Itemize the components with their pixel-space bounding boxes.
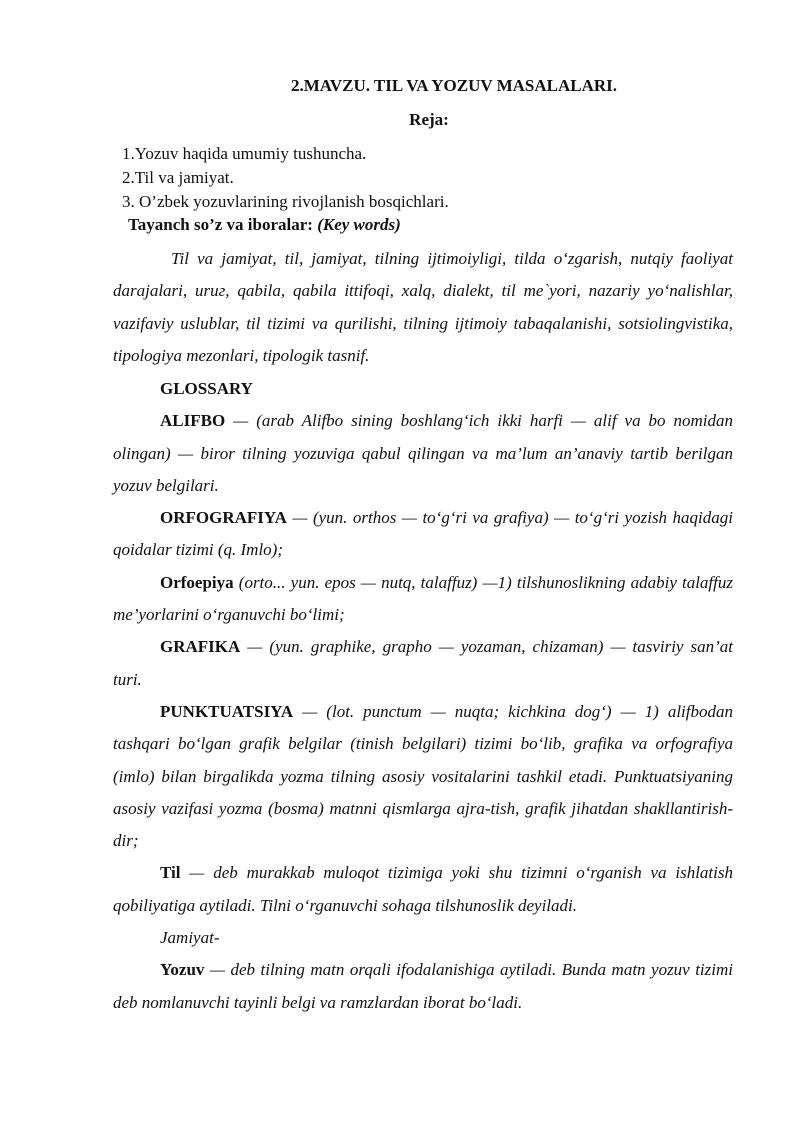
- glossary-definition: — (arab Alifbo sining boshlang‘ich ikki harfi — alif va bo nomidan olingan) — biror tilning yozuviga qabul qilingan va ma’lum an’anaviy tartib berilgan yozuv belgilari.: [113, 411, 733, 495]
- glossary-term: Yozuv: [160, 960, 205, 980]
- glossary-definition: (orto... yun. epos — nutq, talaffuz) —1) tilshunoslikning adabiy talaffuz me’yorlarini o‘rganuvchi bo‘limi;: [113, 572, 733, 625]
- glossary-section: [113, 373, 733, 1019]
- glossary-entry: [113, 631, 733, 696]
- glossary-entry: [113, 696, 733, 857]
- glossary-entry: [113, 954, 733, 1019]
- glossary-heading: GLOSSARY: [160, 379, 253, 398]
- glossary-entry: [113, 502, 733, 567]
- plan-item: 1.Yozuv haqida umumiy tushuncha.: [122, 144, 367, 163]
- glossary-definition: — (lot. punctum — nuqta; kichkina dog‘) — 1) alifbodan tashqari bo‘lgan grafik belgilar (tinish belgilari) tizimi bo‘lib, grafika va orfografiya (imlo) bilan birgalikda yozma tilning asosiy vositalarini tashkil etadi. Punktuatsiyaning asosiy vazifasi yozma (bosma) matnni qismlarga ajra-tish, grafik jihatdan shakllantirish-dir;: [113, 701, 733, 851]
- plan-heading: Reja:: [409, 110, 449, 129]
- keywords-text: Til va jamiyat, til, jamiyat, tilning ijtimoiyligi, tilda o‘zgarish, nutqiy faoliyat darajalari, uruг, qabila, qabila ittifoqi, xalq, dialekt, til me`yori, nazariy yo‘nalishlar, vazifaviy uslublar, til tizimi va qurilishi, tilning ijtimoiy tabaqalanishi, sotsiolingvistika, tipologiya mezonlari, tipologik tasnif.: [113, 249, 733, 365]
- keywords-label: Tayanch so’z va iboralar:: [128, 215, 313, 234]
- glossary-entry: [113, 922, 733, 954]
- glossary-entry: [113, 405, 733, 502]
- keywords-label-en: (Key words): [317, 215, 401, 234]
- glossary-term: ORFOGRAFIYA: [160, 508, 287, 528]
- glossary-definition: — deb tilning matn orqali ifodalanishiga aytiladi. Bunda matn yozuv tizimi deb nomlanuvchi tayinli belgi va ramzlardan iborat bo‘ladi.: [113, 960, 733, 1012]
- plan-item: 2.Til va jamiyat.: [122, 168, 234, 187]
- glossary-entry: [113, 857, 733, 922]
- page-title: 2.MAVZU. TIL VA YOZUV MASALALARI.: [290, 76, 618, 95]
- glossary-definition: — (yun. orthos — to‘g‘ri va grafiya) — to‘g‘ri yozish haqidagi qoidalar tizimi (q. Imlo);: [113, 508, 733, 560]
- plan-item: 3. O’zbek yozuvlarining rivojlanish bosqichlari.: [122, 192, 449, 211]
- keywords-block: [113, 243, 733, 372]
- glossary-definition: — deb murakkab muloqot tizimiga yoki shu tizimni o‘rganish va ishlatish qobiliyatiga aytiladi. Tilni o‘rganuvchi sohaga tilshunoslik deyiladi.: [113, 863, 733, 915]
- glossary-term: GRAFIKA: [160, 637, 241, 657]
- glossary-term: PUNKTUATSIYA: [160, 701, 294, 721]
- glossary-definition: — (yun. graphike, grapho — yozaman, chizaman) — tasviriy san’at turi.: [113, 637, 733, 689]
- keywords-heading: [128, 215, 401, 235]
- glossary-definition: Jamiyat-: [160, 928, 220, 948]
- glossary-term: Orfoepiya: [160, 572, 234, 592]
- glossary-entry: [113, 567, 733, 632]
- glossary-term: ALIFBO: [160, 411, 226, 431]
- glossary-term: Til: [160, 863, 181, 883]
- plan-list: [122, 142, 449, 214]
